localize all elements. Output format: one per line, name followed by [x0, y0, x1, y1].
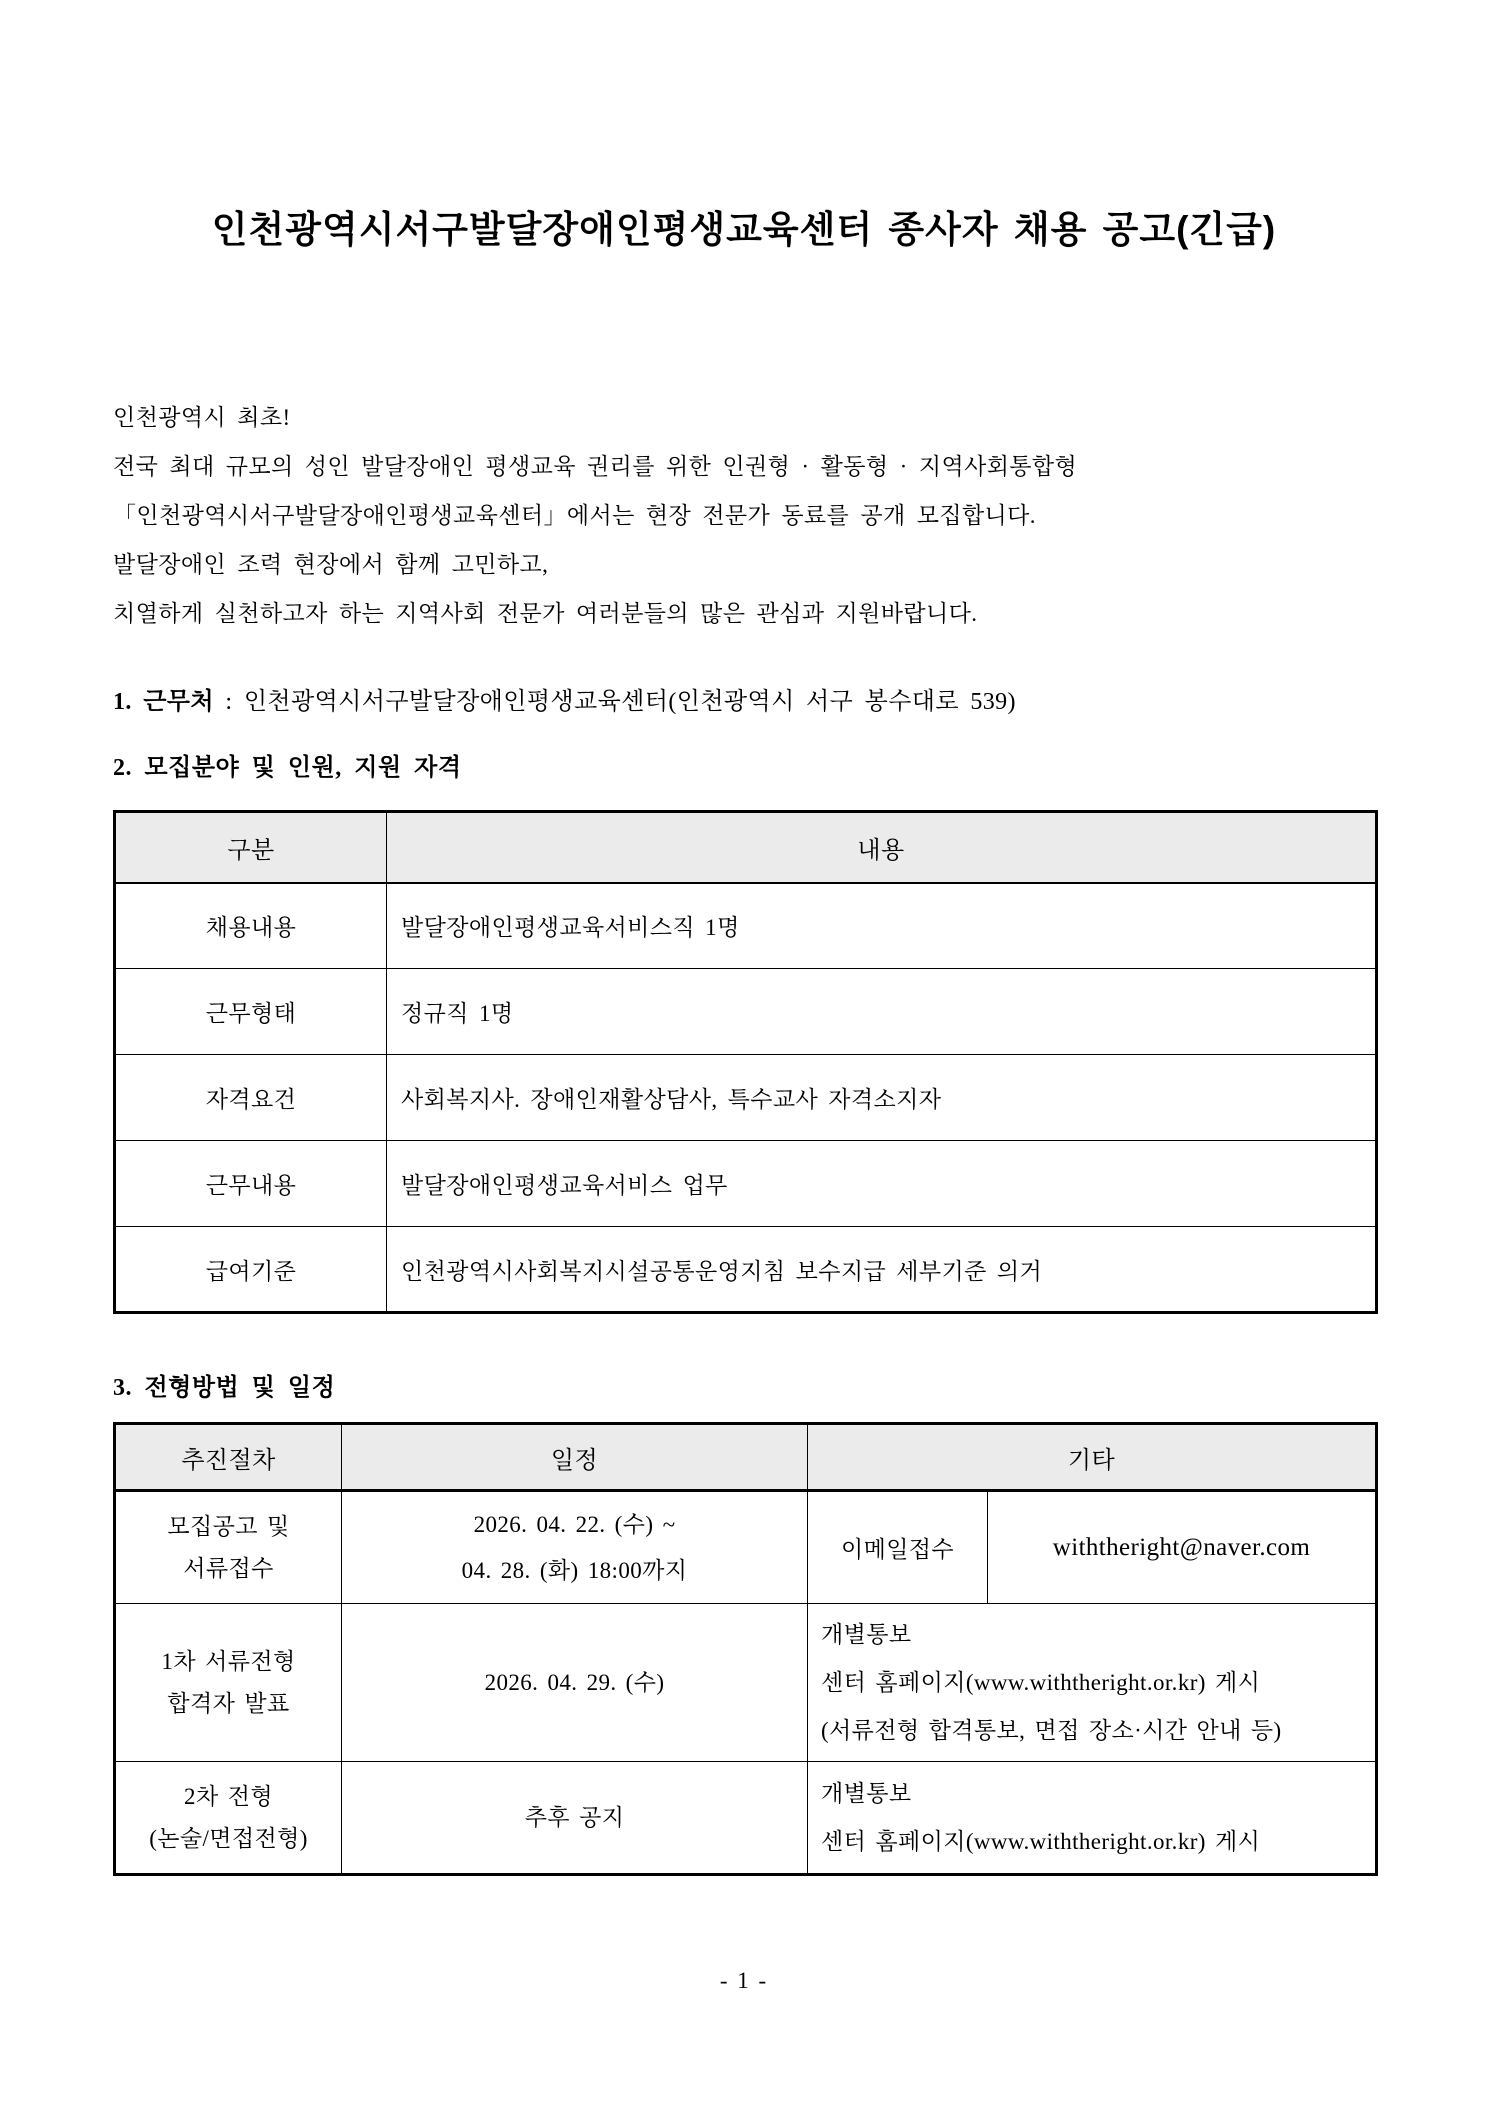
schedule-line: 2026. 04. 22. (수) ~: [473, 1511, 676, 1537]
etc-note-line: (서류전형 합격통보, 면접 장소·시간 안내 등): [821, 1717, 1282, 1743]
etc-note-line: 센터 홈페이지(www.withtheright.or.kr) 게시: [821, 1669, 1261, 1695]
recruitment-row-employment-type: [115, 969, 1377, 1055]
selection-section-heading: 3. 전형방법 및 일정: [113, 1375, 336, 1401]
recruitment-header-content: 내용: [387, 812, 1377, 883]
intro-paragraph: [113, 393, 1375, 638]
recruitment-section-heading: 2. 모집분야 및 인원, 지원 자격: [113, 755, 462, 781]
etc-note-line: 개별통보: [821, 1780, 912, 1806]
etc-method-cell: 이메일접수: [808, 1491, 988, 1604]
row-value-cell: 사회복지사. 장애인재활상담사, 특수교사 자격소지자: [387, 1055, 1377, 1141]
recruitment-row-hiring: [115, 883, 1377, 969]
document-title: 인천광역시서구발달장애인평생교육센터 종사자 채용 공고(긴급): [211, 209, 1277, 250]
row-label-cell: 근무형태: [115, 969, 387, 1055]
procedure-line: 모집공고 및: [167, 1513, 290, 1539]
procedure-line: 서류접수: [183, 1555, 274, 1581]
intro-line-2: 전국 최대 규모의 성인 발달장애인 평생교육 권리를 위한 인권형 · 활동형 · 지역사회통합형: [113, 454, 1078, 479]
etc-email-cell: withtheright@naver.com: [988, 1491, 1377, 1604]
procedure-line: 2차 전형: [184, 1783, 273, 1809]
etc-note-line: 센터 홈페이지(www.withtheright.or.kr) 게시: [821, 1828, 1261, 1854]
row-label-cell: 근무내용: [115, 1141, 387, 1227]
procedure-line: 합격자 발표: [167, 1690, 290, 1716]
row-value-cell: 발달장애인평생교육서비스 업무: [387, 1141, 1377, 1227]
intro-line-5: 치열하게 실천하고자 하는 지역사회 전문가 여러분들의 많은 관심과 지원바랍니다.: [113, 601, 978, 626]
intro-line-3: 「인천광역시서구발달장애인평생교육센터」에서는 현장 전문가 동료를 공개 모집합니다.: [113, 503, 1036, 528]
etc-notes-cell: [808, 1762, 1377, 1875]
recruitment-table-header-row: [115, 812, 1377, 883]
recruitment-table: [113, 810, 1378, 1314]
selection-table-header-row: [115, 1424, 1377, 1491]
selection-table: [113, 1422, 1378, 1876]
row-label-cell: 채용내용: [115, 883, 387, 969]
selection-header-schedule: 일정: [342, 1424, 808, 1491]
schedule-cell: [342, 1491, 808, 1604]
row-value-cell: 정규직 1명: [387, 969, 1377, 1055]
etc-notes-cell: [808, 1604, 1377, 1762]
page-number: - 1 -: [719, 1968, 769, 1993]
row-label-cell: 급여기준: [115, 1227, 387, 1313]
procedure-cell: [115, 1762, 342, 1875]
selection-row-second-round: [115, 1762, 1377, 1875]
schedule-cell: 추후 공지: [342, 1762, 808, 1875]
row-value-cell: 인천광역시사회복지시설공통운영지침 보수지급 세부기준 의거: [387, 1227, 1377, 1313]
procedure-line: (논술/면접전형): [149, 1825, 308, 1851]
selection-row-application: [115, 1491, 1377, 1604]
recruitment-row-qualification: [115, 1055, 1377, 1141]
intro-line-4: 발달장애인 조력 현장에서 함께 고민하고,: [113, 552, 549, 577]
schedule-line: 04. 28. (화) 18:00까지: [461, 1557, 688, 1583]
etc-note-line: 개별통보: [821, 1621, 912, 1647]
recruitment-row-duties: [115, 1141, 1377, 1227]
procedure-line: 1차 서류전형: [161, 1648, 296, 1674]
procedure-cell: [115, 1604, 342, 1762]
workplace-section-label: 1. 근무처: [113, 689, 214, 715]
row-value-cell: 발달장애인평생교육서비스직 1명: [387, 883, 1377, 969]
recruitment-header-category: 구분: [115, 812, 387, 883]
schedule-cell: 2026. 04. 29. (수): [342, 1604, 808, 1762]
selection-row-first-round: [115, 1604, 1377, 1762]
procedure-cell: [115, 1491, 342, 1604]
selection-header-etc: 기타: [808, 1424, 1377, 1491]
recruitment-row-salary: [115, 1227, 1377, 1313]
workplace-section-line: [113, 686, 1375, 718]
row-label-cell: 자격요건: [115, 1055, 387, 1141]
selection-header-procedure: 추진절차: [115, 1424, 342, 1491]
workplace-section-separator: :: [213, 689, 244, 715]
intro-line-1: 인천광역시 최초!: [113, 405, 291, 430]
workplace-section-value: 인천광역시서구발달장애인평생교육센터(인천광역시 서구 봉수대로 539): [243, 689, 1016, 715]
